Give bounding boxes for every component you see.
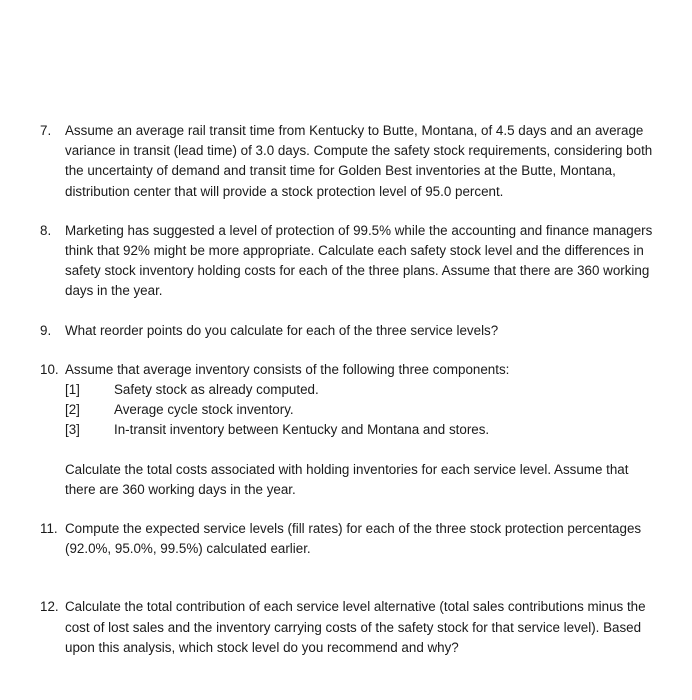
question-number: 7. [40, 123, 52, 138]
component-item [0, 400, 692, 420]
question-7 [0, 121, 692, 202]
component-label: [3] [65, 422, 80, 438]
component-item [0, 420, 692, 440]
question-8 [0, 221, 692, 302]
question-text: Marketing has suggested a level of protection of 99.5% while the accounting and finance managers think that 92% might be more appropriate. Calculate each safety stock level and the differences in safety stock inventory holding costs for each of the three plans. Assume that there are 360 working days in the year. [65, 222, 653, 299]
question-10-followup: Calculate the total costs associated with holding inventories for each service level. Assume that there are 360 working days in the year. [65, 461, 629, 497]
question-number: 10. [40, 361, 59, 377]
question-12 [0, 597, 692, 658]
component-text: Safety stock as already computed. [114, 382, 319, 398]
document-page [0, 121, 692, 658]
question-number: 9. [40, 322, 52, 338]
question-text: Compute the expected service levels (fill rates) for each of the three stock protection percentages (92.0%, 95.0%, 99.5%) calculated earlier. [65, 521, 642, 557]
question-number: 11. [40, 521, 58, 537]
component-label: [2] [65, 402, 80, 418]
question-11 [0, 519, 692, 559]
question-text: Calculate the total contribution of each service level alternative (total sales contributions minus the cost of lost sales and the inventory carrying costs of the safety stock for that service level). Based upon this analysis, which stock level do you recommend and why? [65, 599, 646, 655]
question-10 [0, 360, 692, 380]
question-number: 8. [40, 222, 52, 238]
question-number: 12. [40, 599, 59, 615]
component-text: In-transit inventory between Kentucky and Montana and stores. [114, 422, 490, 438]
component-item [0, 380, 692, 400]
component-label: [1] [65, 382, 80, 398]
question-text: Assume an average rail transit time from Kentucky to Butte, Montana, of 4.5 days and an average variance in transit (lead time) of 3.0 days. Compute the safety stock requirements, considering both the uncertainty of demand and transit time for Golden Best inventories at the Butte, Montana, distribution center that will provide a stock protection level of 95.0 percent. [65, 123, 653, 199]
question-text: Assume that average inventory consists of the following three components: [65, 361, 510, 377]
component-text: Average cycle stock inventory. [114, 402, 294, 418]
question-9 [0, 321, 692, 341]
question-text: What reorder points do you calculate for each of the three service levels? [65, 322, 499, 338]
